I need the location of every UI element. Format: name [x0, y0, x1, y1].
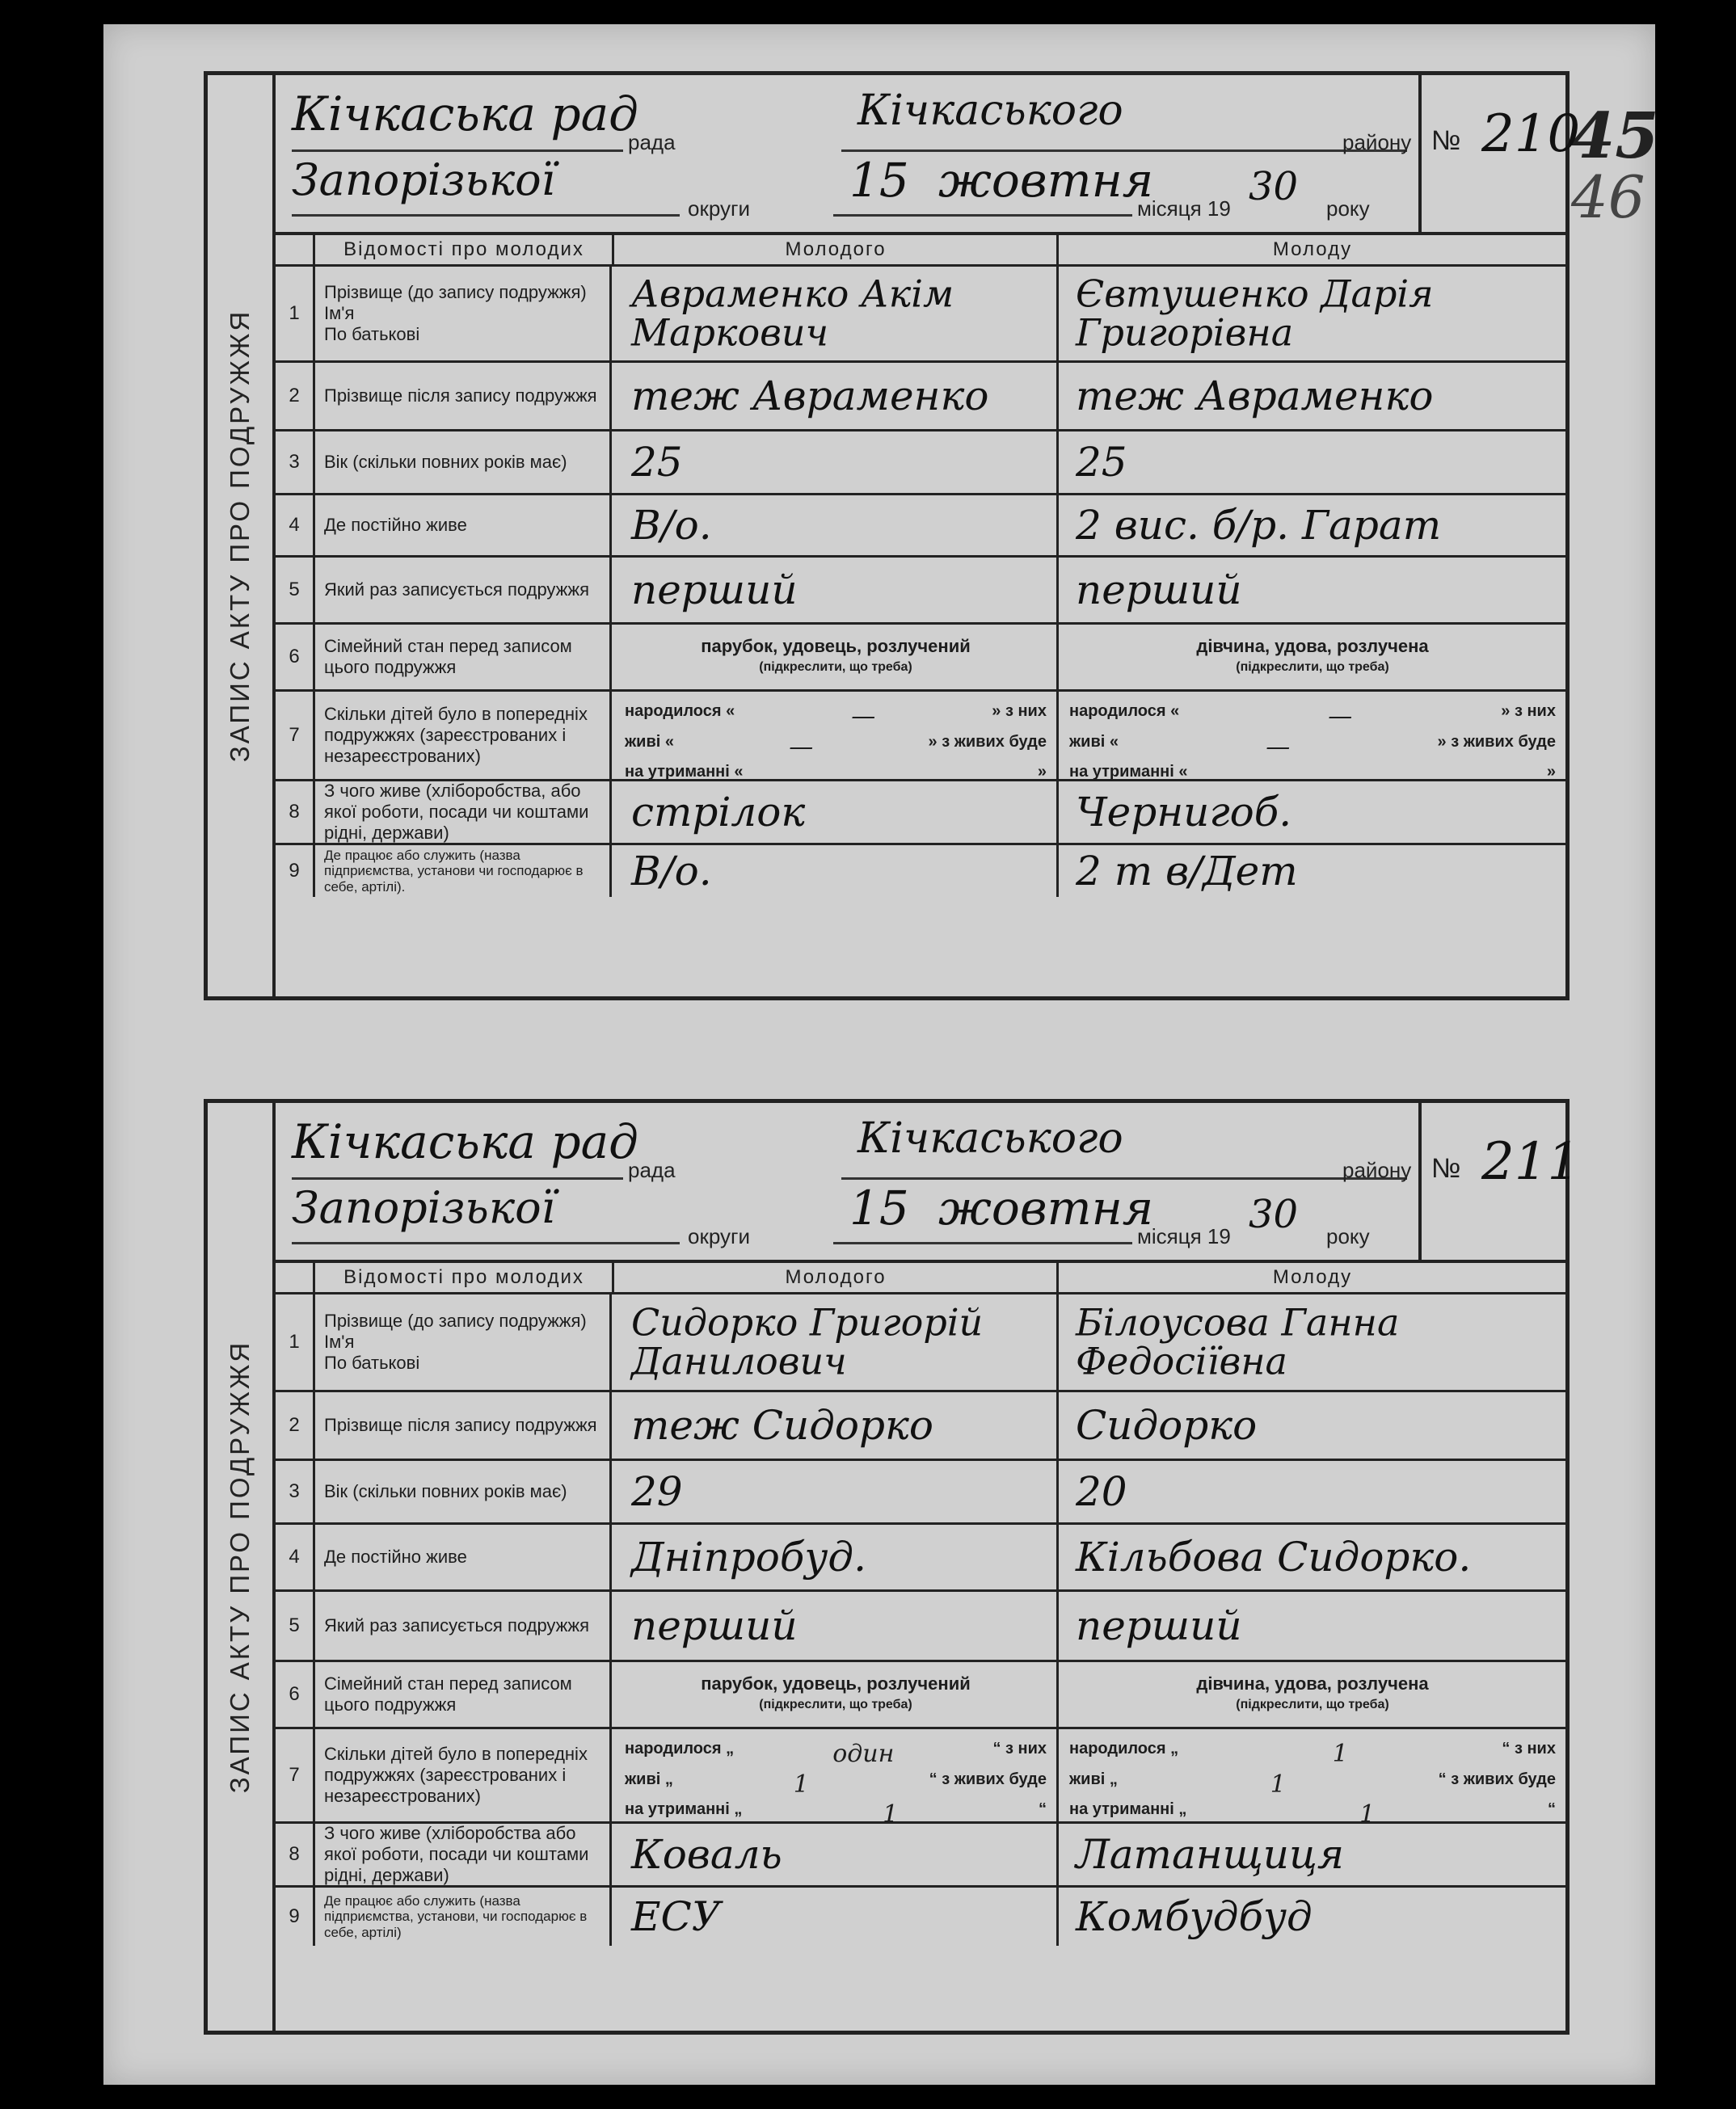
row-number: 9 [276, 1888, 315, 1946]
table-row [276, 625, 1565, 692]
row-number: 6 [276, 625, 315, 689]
table-row [276, 1461, 1565, 1525]
groom-status-hint: (підкреслити, що треба) [759, 1698, 912, 1711]
bride-cell [1060, 1729, 1565, 1829]
table-header [276, 235, 1565, 267]
month-label: місяця 19 [1137, 1224, 1231, 1248]
bride-cell [1060, 1824, 1565, 1885]
row-label: З чого живе (хліборобства або якої роботи, посади чи коштами рідні, держави) [316, 1824, 612, 1885]
bride-cell [1060, 625, 1565, 689]
groom-value-handwritten: 29 [631, 1467, 683, 1515]
header-number-col [276, 1263, 315, 1292]
header-bride: Молоду [1272, 1266, 1353, 1288]
number-prefix: № [1431, 125, 1461, 156]
table-row [276, 1392, 1565, 1461]
children-label: живі „ [625, 1770, 673, 1788]
groom-cell [615, 431, 1059, 493]
side-title-bar [208, 1103, 276, 2031]
children-value-handwritten: — [1266, 732, 1291, 761]
row-number: 2 [276, 1392, 315, 1459]
header-groom: Молодого [615, 235, 1059, 264]
year-handwritten: 30 [1249, 1192, 1299, 1237]
groom-value-handwritten: В/о. [631, 501, 712, 549]
record-header [276, 75, 1581, 235]
row-label: Де працює або служить (назва підприємства, установи чи господарює в себе, артілі). [316, 845, 612, 897]
bride-children-block [1069, 701, 1556, 782]
row-number: 6 [276, 1662, 315, 1727]
year-label: року [1326, 1224, 1370, 1248]
groom-cell [615, 1294, 1059, 1390]
table-row [276, 267, 1565, 363]
children-value-handwritten: 1 [883, 1800, 899, 1829]
children-label: народилося « [625, 702, 735, 720]
okruha-handwritten: Запорізької [292, 1182, 555, 1233]
groom-cell [615, 1525, 1059, 1589]
okruha-label: округи [688, 196, 751, 221]
okruha-underline [292, 214, 680, 217]
row-number: 3 [276, 1461, 315, 1522]
children-line [625, 701, 1047, 732]
groom-cell [615, 692, 1059, 779]
children-label-end: “ [1548, 1800, 1556, 1818]
groom-cell [615, 1592, 1059, 1660]
children-line [1069, 1739, 1556, 1770]
table-row [276, 1294, 1565, 1392]
row-label: Сімейний стан перед записом цього подружжя [316, 1662, 612, 1727]
archive-mark-bottom: 46 [1571, 163, 1645, 231]
row-number: 9 [276, 845, 315, 897]
groom-cell [615, 1729, 1059, 1829]
date-underline [833, 1242, 1132, 1244]
children-label-end: » з них [1501, 702, 1556, 720]
table-row [276, 845, 1565, 897]
groom-value-handwritten: теж Авраменко [631, 372, 989, 419]
table-header [276, 1263, 1565, 1294]
groom-cell [615, 781, 1059, 843]
children-line [1069, 701, 1556, 732]
bride-cell [1060, 1592, 1565, 1660]
children-value-handwritten: — [1328, 702, 1353, 730]
table-row [276, 781, 1565, 845]
children-label: на утриманні „ [1069, 1800, 1187, 1818]
children-label: живі „ [1069, 1770, 1118, 1788]
raion-label: району [1342, 1158, 1412, 1182]
groom-cell [615, 1461, 1059, 1522]
bride-value-handwritten: Сидорко [1076, 1401, 1258, 1449]
raion-label: району [1342, 130, 1412, 154]
bride-cell [1060, 1525, 1565, 1589]
header-info: Відомості про молодих [316, 1263, 614, 1292]
row-label: Прізвище (до запису подружжя) Ім'я По батькові [316, 1294, 612, 1390]
children-line [625, 1770, 1047, 1800]
bride-value-handwritten: Кільбова Сидорко. [1076, 1533, 1472, 1581]
record-table [276, 1263, 1565, 2031]
children-label: живі « [625, 732, 675, 751]
bride-cell [1060, 1888, 1565, 1946]
bride-cell [1060, 267, 1565, 360]
bride-value-handwritten: 20 [1076, 1467, 1127, 1515]
row-number: 2 [276, 363, 315, 429]
children-label-end: » [1037, 763, 1047, 781]
header-number-col [276, 235, 315, 264]
groom-value-handwritten: Авраменко Акім Маркович [631, 272, 954, 355]
day-handwritten: 15 [849, 153, 909, 208]
children-label-end: “ з них [1502, 1740, 1556, 1758]
raion-handwritten: Кічкаського [857, 86, 1123, 135]
table-row [276, 431, 1565, 495]
children-value-handwritten: 1 [1359, 1800, 1376, 1829]
children-label-end: » з живих буде [1437, 732, 1556, 751]
rada-label: рада [628, 130, 676, 154]
children-label-end: » [1546, 763, 1556, 781]
marriage-record-210 [204, 71, 1581, 1000]
children-label-end: “ з живих буде [929, 1770, 1047, 1788]
row-number: 1 [276, 1294, 315, 1390]
children-label: живі « [1069, 732, 1119, 751]
groom-cell [615, 625, 1059, 689]
children-label: на утриманні « [1069, 763, 1188, 781]
raion-underline [841, 149, 1407, 152]
bride-value-handwritten: 25 [1076, 438, 1127, 486]
children-line [625, 1739, 1047, 1770]
groom-cell [615, 1888, 1059, 1946]
row-label: Який раз записується подружжя [316, 558, 612, 622]
bride-value-handwritten: перший [1076, 566, 1242, 613]
bride-value-handwritten: Комбудбуд [1076, 1892, 1313, 1940]
row-label: Скільки дітей було в попередніх подружжях (зареєстрованих і незареєстрованих) [316, 1729, 612, 1821]
row-label: Сімейний стан перед записом цього подружжя [316, 625, 612, 689]
bride-cell [1060, 692, 1565, 779]
table-row [276, 1525, 1565, 1592]
record-number-box [1418, 75, 1581, 232]
side-title: ЗАПИС АКТУ ПРО ПОДРУЖЖЯ [225, 309, 255, 763]
groom-status-hint: (підкреслити, що треба) [759, 660, 912, 674]
bride-value-handwritten: перший [1076, 1602, 1242, 1649]
rada-label: рада [628, 1158, 676, 1182]
row-number: 7 [276, 692, 315, 779]
groom-value-handwritten: стрілок [631, 788, 806, 836]
table-row [276, 1824, 1565, 1888]
month-handwritten: жовтня [938, 1181, 1154, 1236]
groom-value-handwritten: ЕСУ [631, 1892, 721, 1940]
bride-cell [1060, 1461, 1565, 1522]
row-label: Вік (скільки повних років має) [316, 431, 612, 493]
bride-cell [1060, 1294, 1565, 1390]
groom-cell [615, 363, 1059, 429]
table-row [276, 558, 1565, 625]
table-row [276, 363, 1565, 431]
bride-cell [1060, 431, 1565, 493]
row-label: Вік (скільки повних років має) [316, 1461, 612, 1522]
groom-cell [615, 1824, 1059, 1885]
children-line [1069, 732, 1556, 763]
bride-value-handwritten: теж Авраменко [1076, 372, 1434, 419]
header-groom: Молодого [615, 1263, 1059, 1292]
row-number: 4 [276, 495, 315, 555]
row-label: Прізвище після запису подружжя [316, 1392, 612, 1459]
okruha-label: округи [688, 1224, 751, 1248]
row-label: Прізвище (до запису подружжя) Ім'я По батькові [316, 267, 612, 360]
row-number: 5 [276, 558, 315, 622]
groom-value-handwritten: перший [631, 1602, 798, 1649]
groom-value-handwritten: Коваль [631, 1830, 782, 1878]
bride-status-options: дівчина, удова, розлучена [1196, 1673, 1429, 1694]
marriage-record-211 [204, 1099, 1581, 2035]
bride-value-handwritten: 2 т в/Дет [1076, 847, 1298, 895]
table-row [276, 1888, 1565, 1946]
children-label-end: “ з них [992, 1740, 1047, 1758]
table-row [276, 495, 1565, 558]
row-number: 8 [276, 781, 315, 843]
bride-value-handwritten: Євтушенко Дарія Григорівна [1076, 272, 1434, 355]
bride-cell [1060, 781, 1565, 843]
row-label: Де постійно живе [316, 495, 612, 555]
bride-value-handwritten: Латанщиця [1076, 1830, 1344, 1878]
children-line [1069, 1770, 1556, 1800]
groom-value-handwritten: В/о. [631, 847, 712, 895]
number-prefix: № [1431, 1153, 1461, 1184]
groom-status-options: парубок, удовець, розлучений [701, 1673, 971, 1694]
children-value-handwritten: 1 [1270, 1770, 1286, 1799]
bride-cell [1060, 363, 1565, 429]
children-label-end: “ [1039, 1800, 1047, 1818]
row-number: 3 [276, 431, 315, 493]
bride-cell [1060, 558, 1565, 622]
groom-value-handwritten: Дніпробуд. [631, 1533, 866, 1581]
year-label: року [1326, 196, 1370, 221]
bride-cell [1060, 845, 1565, 897]
rada-handwritten: Кічкаська рад [292, 1114, 638, 1169]
children-value-handwritten: 1 [1332, 1740, 1348, 1768]
bride-status-options: дівчина, удова, розлучена [1196, 636, 1429, 656]
bride-status-hint: (підкреслити, що треба) [1236, 660, 1389, 674]
record-number-box [1418, 1103, 1581, 1260]
row-label: Де працює або служить (назва підприємства, установи, чи господарює в себе, артілі) [316, 1888, 612, 1946]
children-label: народилося „ [625, 1740, 735, 1758]
groom-cell [615, 267, 1059, 360]
year-handwritten: 30 [1249, 164, 1299, 209]
children-value-handwritten: один [832, 1740, 895, 1768]
archive-mark-top: 45 [1571, 99, 1659, 173]
row-label: Скільки дітей було в попередніх подружжях (зареєстрованих і незареєстрованих) [316, 692, 612, 779]
table-row [276, 1729, 1565, 1829]
table-row [276, 1662, 1565, 1729]
bride-value-handwritten: 2 вис. б/р. Гарат [1076, 501, 1442, 549]
groom-children-block [625, 701, 1047, 782]
groom-cell [615, 845, 1059, 897]
children-label-end: “ з живих буде [1438, 1770, 1556, 1788]
bride-status-hint: (підкреслити, що треба) [1236, 1698, 1389, 1711]
row-label: Який раз записується подружжя [316, 1592, 612, 1660]
children-line [625, 762, 1047, 782]
groom-cell [615, 1662, 1059, 1727]
groom-children-block [625, 1739, 1047, 1830]
groom-cell [615, 558, 1059, 622]
bride-cell [1060, 1662, 1565, 1727]
groom-value-handwritten: перший [631, 566, 798, 613]
row-label: З чого живе (хліборобства, або якої роботи, посади чи коштами рідні, держави) [316, 781, 612, 843]
row-label: Прізвище після запису подружжя [316, 363, 612, 429]
groom-value-handwritten: 25 [631, 438, 683, 486]
groom-cell [615, 1392, 1059, 1459]
record-number-handwritten: 211 [1481, 1132, 1581, 1192]
record-header [276, 1103, 1581, 1263]
children-value-handwritten: — [789, 732, 814, 761]
row-label: Де постійно живе [316, 1525, 612, 1589]
okruha-underline [292, 1242, 680, 1244]
bride-value-handwritten: Чернигоб. [1076, 788, 1292, 836]
children-value-handwritten: — [851, 702, 876, 730]
okruha-handwritten: Запорізької [292, 154, 555, 205]
children-line [1069, 762, 1556, 782]
groom-cell [615, 495, 1059, 555]
bride-cell [1060, 495, 1565, 555]
children-value-handwritten: 1 [793, 1770, 809, 1799]
month-label: місяця 19 [1137, 196, 1231, 221]
children-label: на утриманні „ [625, 1800, 743, 1818]
date-underline [833, 214, 1132, 217]
children-label: народилося « [1069, 702, 1180, 720]
header-bride: Молоду [1272, 238, 1353, 260]
row-number: 1 [276, 267, 315, 360]
record-table [276, 235, 1565, 996]
children-line [625, 732, 1047, 763]
table-row [276, 1592, 1565, 1662]
row-number: 4 [276, 1525, 315, 1589]
record-number-handwritten: 210 [1481, 104, 1581, 164]
row-number: 7 [276, 1729, 315, 1821]
header-info: Відомості про молодих [316, 235, 614, 264]
rada-underline [292, 149, 623, 152]
raion-handwritten: Кічкаського [857, 1114, 1123, 1163]
rada-handwritten: Кічкаська рад [292, 86, 638, 141]
row-number: 5 [276, 1592, 315, 1660]
children-label-end: » з живих буде [928, 732, 1047, 751]
table-row [276, 692, 1565, 781]
groom-status-options: парубок, удовець, розлучений [701, 636, 971, 656]
side-title: ЗАПИС АКТУ ПРО ПОДРУЖЖЯ [225, 1340, 255, 1794]
bride-children-block [1069, 1739, 1556, 1830]
archive-page-marks [1571, 99, 1659, 231]
row-number: 8 [276, 1824, 315, 1885]
rada-underline [292, 1177, 623, 1180]
raion-underline [841, 1177, 1407, 1180]
month-handwritten: жовтня [938, 153, 1154, 208]
day-handwritten: 15 [849, 1181, 909, 1236]
children-label: народилося „ [1069, 1740, 1179, 1758]
children-label: на утриманні « [625, 763, 744, 781]
side-title-bar [208, 75, 276, 996]
groom-value-handwritten: теж Сидорко [631, 1401, 933, 1449]
children-label-end: » з них [992, 702, 1047, 720]
bride-cell [1060, 1392, 1565, 1459]
bride-value-handwritten: Білоусова Ганна Федосіївна [1076, 1300, 1400, 1383]
groom-value-handwritten: Сидорко Григорій Данилович [631, 1300, 984, 1383]
